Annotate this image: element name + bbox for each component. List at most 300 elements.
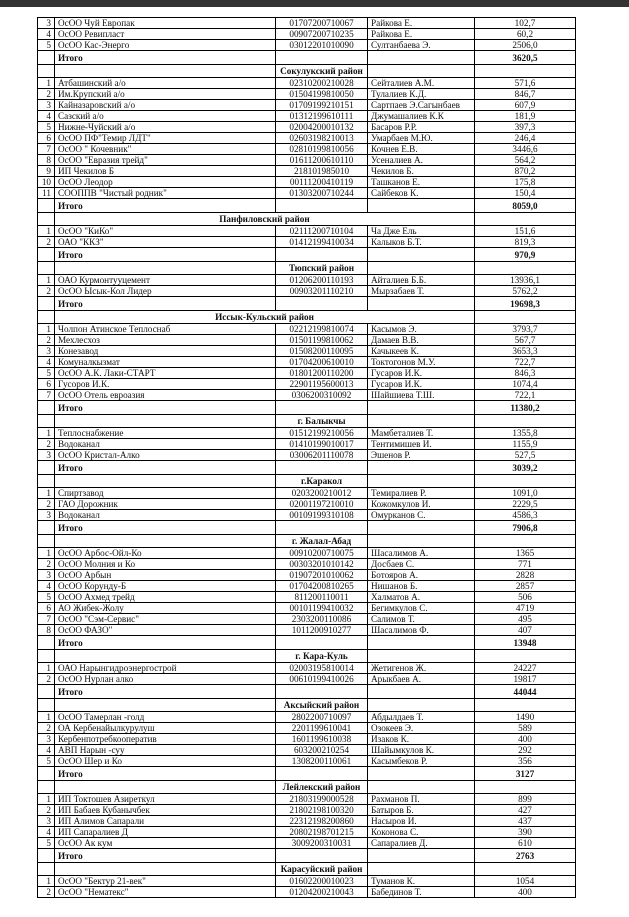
- table-row: [38, 29, 576, 40]
- section-title: г.Каракол: [276, 475, 368, 488]
- empty-cell: [368, 415, 475, 428]
- empty-cell: [368, 65, 475, 78]
- total-label: Итого: [55, 636, 276, 650]
- table-row: [38, 805, 576, 816]
- enterprise-name: ОсОО Ак кум: [55, 838, 276, 849]
- empty-cell: [475, 415, 576, 428]
- section-header-row: [38, 650, 576, 663]
- director-name: Ботояров А.: [368, 570, 475, 581]
- empty-cell: [38, 781, 55, 794]
- enterprise-name: ОсОО Ахмед трейд: [55, 592, 276, 603]
- enterprise-name: Чолпон Атинское Теплоснаб: [55, 324, 276, 335]
- total-label: Итого: [55, 297, 276, 311]
- tax-code: 20802198701215: [276, 827, 368, 838]
- director-name: Омурканов С.: [368, 510, 475, 521]
- table-row: [38, 450, 576, 461]
- total-amount: 2763: [475, 849, 576, 863]
- total-amount: 19698,3: [475, 297, 576, 311]
- viewer-toolbar: [0, 0, 629, 7]
- row-number: 1: [38, 663, 55, 674]
- row-number: 4: [38, 581, 55, 592]
- table-row: [38, 78, 576, 89]
- row-number: 5: [38, 592, 55, 603]
- row-number: 5: [38, 838, 55, 849]
- amount: 2828: [475, 570, 576, 581]
- director-name: Абдылдаев Т.: [368, 712, 475, 723]
- amount: 899: [475, 794, 576, 805]
- tax-code: 01504199810050: [276, 89, 368, 100]
- row-number: 3: [38, 450, 55, 461]
- section-header-row: [38, 781, 576, 794]
- section-title: Сокулукский район: [276, 65, 368, 78]
- row-number: 11: [38, 188, 55, 199]
- table-row: [38, 603, 576, 614]
- row-number: 2: [38, 887, 55, 898]
- row-number: 9: [38, 166, 55, 177]
- empty-cell: [38, 262, 55, 275]
- table-row: [38, 723, 576, 734]
- empty-cell: [368, 863, 475, 876]
- director-name: Шайшиева Т.Ш.: [368, 390, 475, 401]
- tax-code: 01312199610111: [276, 111, 368, 122]
- empty-cell: [38, 475, 55, 488]
- amount: 1490: [475, 712, 576, 723]
- director-name: Тентимишев И.: [368, 439, 475, 450]
- amount: 2229,5: [475, 499, 576, 510]
- row-number: 1: [38, 488, 55, 499]
- total-label: Итого: [55, 767, 276, 781]
- amount: 400: [475, 734, 576, 745]
- tax-code: 0203200210012: [276, 488, 368, 499]
- empty-cell: [38, 297, 55, 311]
- row-number: 7: [38, 144, 55, 155]
- enterprise-name: ОсОО Арбын: [55, 570, 276, 581]
- director-name: Качыкеев К.: [368, 346, 475, 357]
- row-number: 8: [38, 155, 55, 166]
- row-number: 1: [38, 78, 55, 89]
- table-row: [38, 625, 576, 636]
- row-number: 5: [38, 122, 55, 133]
- tax-code: 603200210254: [276, 745, 368, 756]
- tax-code: 1308200110061: [276, 756, 368, 767]
- director-name: Батыров Б.: [368, 805, 475, 816]
- tax-code: 02310200210028: [276, 78, 368, 89]
- table-row: [38, 18, 576, 29]
- row-number: 4: [38, 745, 55, 756]
- tax-code: 22901195600013: [276, 379, 368, 390]
- amount: 1091,0: [475, 488, 576, 499]
- tax-code: 02810199810056: [276, 144, 368, 155]
- director-name: Насыров И.: [368, 816, 475, 827]
- empty-cell: [276, 521, 368, 535]
- amount: 3446,6: [475, 144, 576, 155]
- tax-code: 01508200110095: [276, 346, 368, 357]
- enterprise-name: ИП Сапаралиев Д: [55, 827, 276, 838]
- enterprise-name: ОсОО Отель евроазия: [55, 390, 276, 401]
- table-row: [38, 324, 576, 335]
- enterprise-name: ОсОО А.К. Лаки-СТАРТ: [55, 368, 276, 379]
- amount: 564,2: [475, 155, 576, 166]
- director-name: Бабединов Т.: [368, 887, 475, 898]
- empty-cell: [368, 297, 475, 311]
- amount: 397,3: [475, 122, 576, 133]
- section-header-row: [38, 213, 576, 226]
- table-row: [38, 133, 576, 144]
- row-number: 4: [38, 357, 55, 368]
- enterprise-name: ОАО Нарынгидроэнергострой: [55, 663, 276, 674]
- empty-cell: [368, 767, 475, 781]
- director-name: Сайбеков К.: [368, 188, 475, 199]
- director-name: Калыков Б.Т.: [368, 237, 475, 248]
- enterprise-name: Сазский а/о: [55, 111, 276, 122]
- enterprise-name: Водоканал: [55, 510, 276, 521]
- total-amount: 3039,2: [475, 461, 576, 475]
- empty-cell: [38, 636, 55, 650]
- empty-cell: [368, 650, 475, 663]
- table-row: [38, 166, 576, 177]
- amount: 4719: [475, 603, 576, 614]
- document-page: [37, 17, 575, 898]
- director-name: Рахманов П.: [368, 794, 475, 805]
- enterprise-name: ОсОО Шер и Ко: [55, 756, 276, 767]
- total-label: Итого: [55, 401, 276, 415]
- director-name: Джумашалиев К.К: [368, 111, 475, 122]
- enterprise-name: Комуналкызмат: [55, 357, 276, 368]
- table-body: [38, 18, 576, 898]
- total-label: Итого: [55, 248, 276, 262]
- amount: 2506,0: [475, 40, 576, 51]
- amount: 1074,4: [475, 379, 576, 390]
- total-amount: 970,9: [475, 248, 576, 262]
- tax-code: 01707200710067: [276, 18, 368, 29]
- total-row: [38, 685, 576, 699]
- enterprise-debt-table: [37, 17, 576, 898]
- empty-cell: [55, 415, 276, 428]
- director-name: Изаков К.: [368, 734, 475, 745]
- row-number: 3: [38, 816, 55, 827]
- tax-code: 02003195810014: [276, 663, 368, 674]
- tax-code: 2802200710097: [276, 712, 368, 723]
- empty-cell: [38, 415, 55, 428]
- enterprise-name: Кайназаровский а/о: [55, 100, 276, 111]
- section-header-row: [38, 415, 576, 428]
- empty-cell: [475, 650, 576, 663]
- director-name: Кожомкулов И.: [368, 499, 475, 510]
- table-row: [38, 379, 576, 390]
- director-name: Сапаралиев Д.: [368, 838, 475, 849]
- director-name: Чекилов Б.: [368, 166, 475, 177]
- tax-code: 21803199000528: [276, 794, 368, 805]
- empty-cell: [475, 863, 576, 876]
- amount: 506: [475, 592, 576, 603]
- tax-code: 01410199010017: [276, 439, 368, 450]
- enterprise-name: ОсОО Ревипласт: [55, 29, 276, 40]
- row-number: 1: [38, 548, 55, 559]
- total-label: Итого: [55, 521, 276, 535]
- enterprise-name: ОсОО "КиКо": [55, 226, 276, 237]
- row-number: 2: [38, 89, 55, 100]
- empty-cell: [475, 535, 576, 548]
- table-row: [38, 887, 576, 898]
- enterprise-name: ИП Бабаев Кубанычбек: [55, 805, 276, 816]
- enterprise-name: Нижне-Чуйский а/о: [55, 122, 276, 133]
- tax-code: 02603198210013: [276, 133, 368, 144]
- tax-code: 01704200810265: [276, 581, 368, 592]
- amount: 2857: [475, 581, 576, 592]
- enterprise-name: ИП Токтошев Азиреткул: [55, 794, 276, 805]
- empty-cell: [368, 262, 475, 275]
- tax-code: 00109199310108: [276, 510, 368, 521]
- empty-cell: [55, 262, 276, 275]
- tax-code: 0306200310092: [276, 390, 368, 401]
- director-name: Касымбеков Р.: [368, 756, 475, 767]
- table-row: [38, 570, 576, 581]
- enterprise-name: ОсОО ПФ"Темир ЛДТ": [55, 133, 276, 144]
- amount: 527,5: [475, 450, 576, 461]
- director-name: Арыкбаев А.: [368, 674, 475, 685]
- enterprise-name: ОсОО "Сэм-Сервис": [55, 614, 276, 625]
- row-number: 2: [38, 805, 55, 816]
- amount: 356: [475, 756, 576, 767]
- total-row: [38, 636, 576, 650]
- amount: 771: [475, 559, 576, 570]
- row-number: 1: [38, 226, 55, 237]
- row-number: 3: [38, 100, 55, 111]
- tax-code: 1601199610038: [276, 734, 368, 745]
- enterprise-name: ОАО Курмонтууцемент: [55, 275, 276, 286]
- amount: 495: [475, 614, 576, 625]
- enterprise-name: АО Жибек-Жолу: [55, 603, 276, 614]
- table-row: [38, 335, 576, 346]
- table-row: [38, 548, 576, 559]
- table-row: [38, 488, 576, 499]
- total-row: [38, 767, 576, 781]
- table-row: [38, 794, 576, 805]
- amount: 571,6: [475, 78, 576, 89]
- amount: 819,3: [475, 237, 576, 248]
- tax-code: 1011200910277: [276, 625, 368, 636]
- row-number: 1: [38, 876, 55, 887]
- director-name: Ча Дже Ель: [368, 226, 475, 237]
- section-title: г. Кара-Куль: [276, 650, 368, 663]
- empty-cell: [475, 475, 576, 488]
- empty-cell: [276, 461, 368, 475]
- enterprise-name: Спиртзавод: [55, 488, 276, 499]
- row-number: 2: [38, 723, 55, 734]
- director-name: Нишанов Б.: [368, 581, 475, 592]
- amount: 722,7: [475, 357, 576, 368]
- enterprise-name: ОсОО "Нематекс": [55, 887, 276, 898]
- empty-cell: [276, 297, 368, 311]
- section-header-row: [38, 863, 576, 876]
- director-name: Ташканов Е.: [368, 177, 475, 188]
- amount: 24227: [475, 663, 576, 674]
- amount: 1355,8: [475, 428, 576, 439]
- enterprise-name: ОсОО Леодор: [55, 177, 276, 188]
- empty-cell: [475, 262, 576, 275]
- empty-cell: [276, 51, 368, 65]
- table-row: [38, 592, 576, 603]
- empty-cell: [38, 51, 55, 65]
- director-name: Токтогонов М.У.: [368, 357, 475, 368]
- tax-code: 00610199410026: [276, 674, 368, 685]
- total-amount: 7906,8: [475, 521, 576, 535]
- amount: 870,2: [475, 166, 576, 177]
- total-amount: 3620,5: [475, 51, 576, 65]
- total-label: Итого: [55, 51, 276, 65]
- tax-code: 01412199410034: [276, 237, 368, 248]
- empty-cell: [55, 650, 276, 663]
- enterprise-name: Мехлесхоз: [55, 335, 276, 346]
- section-title: г. Балыкчы: [276, 415, 368, 428]
- empty-cell: [55, 863, 276, 876]
- table-row: [38, 346, 576, 357]
- table-row: [38, 122, 576, 133]
- empty-cell: [38, 849, 55, 863]
- row-number: 3: [38, 510, 55, 521]
- table-row: [38, 177, 576, 188]
- row-number: 10: [38, 177, 55, 188]
- section-header-row: [38, 535, 576, 548]
- table-row: [38, 286, 576, 297]
- tax-code: 03006201110078: [276, 450, 368, 461]
- amount: 610: [475, 838, 576, 849]
- empty-cell: [368, 475, 475, 488]
- row-number: 7: [38, 614, 55, 625]
- amount: 390: [475, 827, 576, 838]
- empty-cell: [38, 213, 55, 226]
- section-title: Карасуйский район: [276, 863, 368, 876]
- amount: 722,1: [475, 390, 576, 401]
- tax-code: 2303200110086: [276, 614, 368, 625]
- total-amount: 8059,0: [475, 199, 576, 213]
- amount: 60,2: [475, 29, 576, 40]
- empty-cell: [368, 535, 475, 548]
- empty-cell: [38, 461, 55, 475]
- amount: 175,8: [475, 177, 576, 188]
- tax-code: 01907201010062: [276, 570, 368, 581]
- section-title: Тюпский район: [276, 262, 368, 275]
- section-title: Панфиловский район: [55, 213, 475, 226]
- tax-code: 00111200410119: [276, 177, 368, 188]
- row-number: 6: [38, 603, 55, 614]
- director-name: Айталиев Б.Б.: [368, 275, 475, 286]
- row-number: 8: [38, 625, 55, 636]
- enterprise-name: Им.Крупский а/о: [55, 89, 276, 100]
- director-name: Туманов К.: [368, 876, 475, 887]
- row-number: 3: [38, 346, 55, 357]
- empty-cell: [368, 699, 475, 712]
- enterprise-name: ОАО "ККЗ": [55, 237, 276, 248]
- empty-cell: [38, 401, 55, 415]
- tax-code: 00910200710075: [276, 548, 368, 559]
- tax-code: 01512199210056: [276, 428, 368, 439]
- table-row: [38, 390, 576, 401]
- table-row: [38, 712, 576, 723]
- table-row: [38, 100, 576, 111]
- table-row: [38, 226, 576, 237]
- total-label: Итого: [55, 849, 276, 863]
- enterprise-name: ОсОО Корундy-Б: [55, 581, 276, 592]
- tax-code: 02001197210010: [276, 499, 368, 510]
- section-header-row: [38, 475, 576, 488]
- table-row: [38, 510, 576, 521]
- empty-cell: [475, 311, 576, 324]
- amount: 589: [475, 723, 576, 734]
- row-number: 5: [38, 40, 55, 51]
- table-row: [38, 188, 576, 199]
- total-row: [38, 51, 576, 65]
- director-name: Коконова С.: [368, 827, 475, 838]
- director-name: Шасалимов Ф.: [368, 625, 475, 636]
- row-number: 2: [38, 499, 55, 510]
- row-number: 6: [38, 133, 55, 144]
- enterprise-name: ОсОО Молния и Ко: [55, 559, 276, 570]
- table-row: [38, 559, 576, 570]
- empty-cell: [475, 781, 576, 794]
- section-header-row: [38, 65, 576, 78]
- table-row: [38, 428, 576, 439]
- row-number: 2: [38, 286, 55, 297]
- amount: 5762,2: [475, 286, 576, 297]
- amount: 151,6: [475, 226, 576, 237]
- row-number: 4: [38, 827, 55, 838]
- enterprise-name: ОсОО Чуй Европак: [55, 18, 276, 29]
- director-name: Сартпаев Э.Сагынбаев: [368, 100, 475, 111]
- empty-cell: [55, 535, 276, 548]
- director-name: Дамаев В.В.: [368, 335, 475, 346]
- row-number: 2: [38, 335, 55, 346]
- empty-cell: [38, 311, 55, 324]
- tax-code: 02111200710104: [276, 226, 368, 237]
- enterprise-name: ИП Алимов Сапарали: [55, 816, 276, 827]
- amount: 4586,3: [475, 510, 576, 521]
- tax-code: 01801200110200: [276, 368, 368, 379]
- tax-code: 01501199810062: [276, 335, 368, 346]
- row-number: 2: [38, 559, 55, 570]
- empty-cell: [368, 199, 475, 213]
- amount: 3653,3: [475, 346, 576, 357]
- empty-cell: [276, 636, 368, 650]
- total-row: [38, 297, 576, 311]
- director-name: Тулалиев К.Д.: [368, 89, 475, 100]
- director-name: Досбаев С.: [368, 559, 475, 570]
- empty-cell: [38, 248, 55, 262]
- total-row: [38, 401, 576, 415]
- row-number: 3: [38, 570, 55, 581]
- section-header-row: [38, 311, 576, 324]
- empty-cell: [38, 685, 55, 699]
- tax-code: 00907200710235: [276, 29, 368, 40]
- total-row: [38, 461, 576, 475]
- enterprise-name: Атбашинский а/о: [55, 78, 276, 89]
- tax-code: 02004200010132: [276, 122, 368, 133]
- amount: 400: [475, 887, 576, 898]
- table-row: [38, 581, 576, 592]
- empty-cell: [368, 248, 475, 262]
- director-name: Усеналиев А.: [368, 155, 475, 166]
- empty-cell: [276, 401, 368, 415]
- amount: 846,7: [475, 89, 576, 100]
- amount: 13936,1: [475, 275, 576, 286]
- enterprise-name: Гусоров И.К.: [55, 379, 276, 390]
- row-number: 1: [38, 428, 55, 439]
- table-row: [38, 111, 576, 122]
- empty-cell: [55, 65, 276, 78]
- amount: 1054: [475, 876, 576, 887]
- row-number: 4: [38, 111, 55, 122]
- empty-cell: [38, 199, 55, 213]
